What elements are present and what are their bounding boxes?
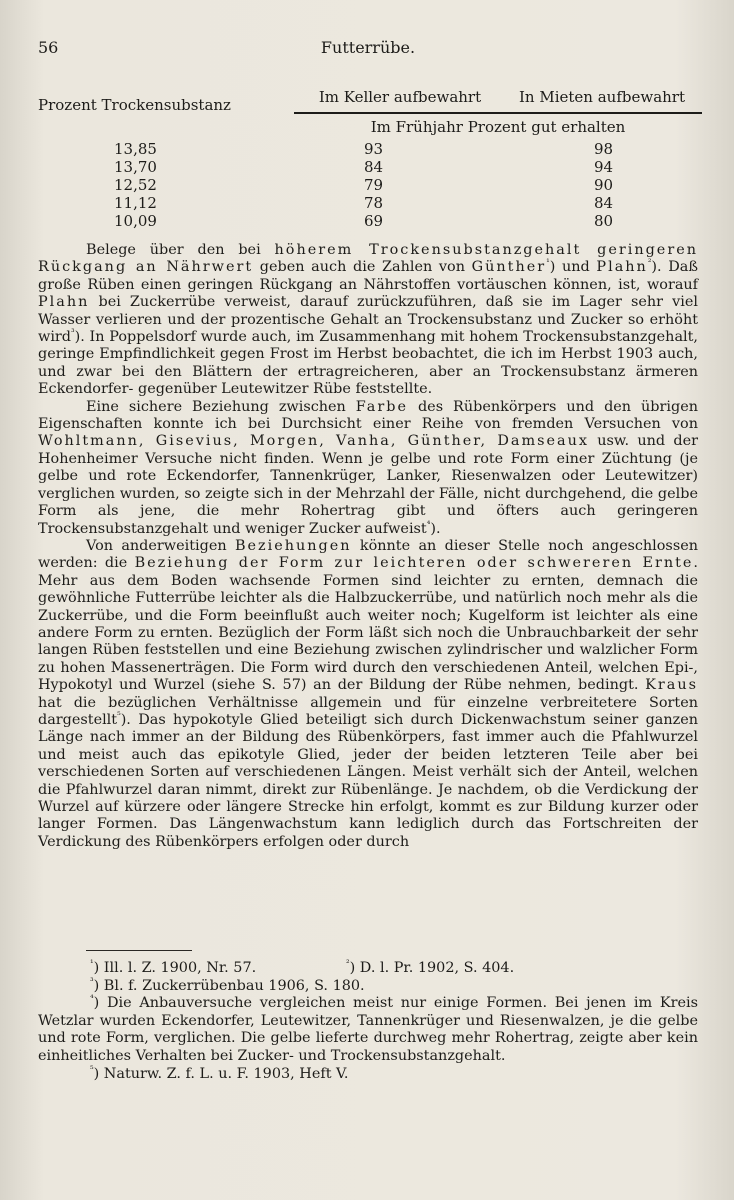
text-run: ) und: [549, 259, 597, 276]
table-header-keller: Im Keller aufbewahrt: [318, 88, 482, 106]
cell-trocken: 11,12: [114, 194, 157, 212]
footnote-mark: ⁴: [90, 994, 94, 1005]
text-run: geben auch die Zahlen von: [253, 259, 472, 276]
cell-trocken: 10,09: [114, 212, 157, 230]
table-row: [38, 176, 702, 194]
text-run: Belege über den bei: [86, 242, 275, 258]
text-run: Eine sichere Beziehung zwischen: [86, 398, 356, 415]
cell-keller: 69: [364, 212, 384, 230]
text-run: ). Das hypokotyle Glied beteiligt sich durch Dickenwachstum seiner ganzen Länge nach immer an der Bildung des Rübenkörpers, fast immer auch die Pfahlwurzel und meist auch das epikotyle Glied, jeder der beiden letzteren Teile aber bei verschiedenen Sorten auf verschiedenen Längen. Meist verhält sich der Anteil, welchen die Pfahlwurzel daran nimmt, direkt zur Rübenlänge. Je nachdem, ob die Verdickung der Wurzel auf kürzere oder längere Strecke hin erfolgt, kommt es zur Bildung kurzer oder langer Formen. Das Längenwachstum kann lediglich durch das Fortschreiten der Verdickung des Rübenkörpers erfolgen oder durch: [38, 711, 698, 850]
text-run: ). In Poppelsdorf wurde auch, im Zusammenhang mit hohem Trockensubstanzgehalt, geringe Empfindlichkeit gegen Frost im Herbst beobachtet, die ich im Herbst 1903 auch, und zwar bei den Blättern der ertragreicheren, aber an Trockensubstanz ärmeren Eckendorfer- gegenüber Leutewitzer Rübe feststellte.: [38, 329, 698, 398]
spaced-text: Beziehung der Form zur leichteren oder schwereren Ernte: [134, 555, 694, 572]
storage-table: [38, 84, 702, 264]
cell-mieten: 84: [594, 194, 614, 212]
footnote-3: [38, 978, 698, 996]
paragraph-2: [38, 399, 698, 538]
footnote-ref: ⁴: [426, 519, 431, 530]
table-header-trockensubstanz: Prozent Trockensubstanz: [38, 96, 231, 114]
author-name: Kraus: [645, 677, 698, 694]
footnote-mark: ⁵: [90, 1064, 94, 1075]
footnote-text: ) Die Anbauversuche vergleichen meist nur einige Formen. Bei jenen im Kreis Wetzlar wurden Eckendorfer, Leutewitzer, Tannenkrüger und Riesenwalzen, je die gelbe und rote Form, verglichen. Die gelbe lieferte durchweg mehr Rohertrag, zeigte aber kein einheitliches Verhalten bei Zucker- und Trockensubstanzgehalt.: [38, 995, 698, 1064]
table-row: [38, 140, 702, 158]
cell-mieten: 90: [594, 176, 614, 194]
footnote-text: ) Bl. f. Zuckerrübenbau 1906, S. 180.: [93, 977, 365, 994]
table-header-mieten: In Mieten aufbewahrt: [519, 88, 685, 106]
text-run: des Rübenkörpers und den übrigen Eigenschaften konnte ich bei Durchsicht einer Reihe von fremden Versuchen von: [38, 398, 698, 433]
running-title: Futterrübe.: [320, 38, 416, 57]
footnotes: [38, 960, 698, 1083]
cell-keller: 93: [364, 140, 384, 158]
footnote-1-2: [38, 960, 698, 978]
table-row: [38, 212, 702, 230]
spaced-text: höherem Trockensubstanzgehalt geringeren Rückgang an Nährwert: [38, 242, 698, 276]
cell-keller: 84: [364, 158, 384, 176]
text-run: hat die bezüglichen Verhältnisse allgemein und für einzelne verbreitetere Sorten dargestellt: [38, 694, 698, 728]
cell-trocken: 12,52: [114, 176, 157, 194]
cell-keller: 78: [364, 194, 384, 212]
body-text: [38, 242, 698, 851]
text-run: ). Daß große Rüben einen geringen Rückgang an Nährstoffen vortäuschen können, ist, worauf: [38, 259, 698, 293]
text-run: ).: [430, 520, 441, 537]
cell-mieten: 80: [594, 212, 614, 230]
author-name: Günther: [471, 259, 547, 276]
cell-mieten: 98: [594, 140, 614, 158]
cell-keller: 79: [364, 176, 384, 194]
cell-mieten: 94: [594, 158, 614, 176]
spaced-text: Farbe: [355, 398, 408, 415]
footnote-mark: ²: [346, 959, 350, 970]
footnote-rule: [86, 950, 192, 951]
footnote-ref: ²: [647, 258, 652, 269]
table-row: [38, 158, 702, 176]
paragraph-3: [38, 538, 698, 851]
table-header-rule: [294, 112, 702, 114]
text-run: . Mehr aus dem Boden wachsende Formen sind leichter zu ernten, demnach die gewöhnliche Futterrübe leichter als die Halbzuckerrübe, und natürlich noch mehr als die Zuckerrübe, und die Form beeinflußt auch weiter noch; Kugelform ist leichter als eine andere Form zu ernten. Bezüglich der Form läßt sich noch die Unbrauchbarkeit der sehr langen Rüben feststellen und eine Beziehung zwischen zylindrischer und walzlicher Form zu hohen Massenerträgen. Die Form wird durch den verschiedenen Anteil, welchen Epi-, Hypokotyl und Wurzel (siehe S. 57) an der Bildung der Rübe nehmen, bedingt.: [38, 555, 698, 694]
footnote-text: ) Ill. l. Z. 1900, Nr. 57.: [93, 960, 257, 976]
text-run: bei Zuckerrübe verweist, darauf zurückzuführen, daß sie im Lager sehr viel Wasser verlieren und der prozentische Gehalt an Trockensubstanz und Zucker so erhöht wird: [38, 294, 698, 346]
paragraph-1: [38, 242, 698, 399]
footnote-text: ) D. l. Pr. 1902, S. 404.: [349, 960, 515, 976]
page-number: 56: [38, 38, 59, 57]
footnote-mark: ³: [90, 976, 94, 987]
cell-trocken: 13,70: [114, 158, 157, 176]
text-run: Von anderweitigen: [86, 537, 235, 554]
table-row: [38, 194, 702, 212]
table-subheader: Im Frühjahr Prozent gut erhalten: [370, 118, 626, 136]
footnote-ref: ⁵: [117, 711, 121, 722]
footnote-mark: ¹: [90, 959, 94, 970]
author-names: Wohltmann, Gisevius, Morgen, Vanha, Günther, Damseaux: [38, 433, 590, 450]
footnote-ref: ³: [71, 328, 75, 339]
cell-trocken: 13,85: [114, 140, 157, 158]
author-name: Plahn: [38, 294, 90, 311]
footnote-text: ) Naturw. Z. f. L. u. F. 1903, Heft V.: [93, 1065, 349, 1082]
footnote-4: [38, 995, 698, 1065]
author-name: Plahn: [596, 259, 648, 276]
footnote-ref: ¹: [546, 258, 550, 269]
text-run: könnte an dieser Stelle noch angeschlossen werden: die: [38, 537, 698, 572]
footnote-5: [38, 1066, 698, 1084]
text-run: usw. und der Hohenheimer Versuche nicht finden. Wenn je gelbe und rote Form einer Züchtung (je gelbe und rote Eckendorfer, Tannenkrüger, Lanker, Riesenwalzen oder Leutewitzer) verglichen wurden, so zeigte sich in der Mehrzahl der Fälle, nicht durchgehend, die gelbe Form als jene, die mehr Rohertrag gibt und öfters auch geringeren Trockensubstanzgehalt und weniger Zucker aufweist: [38, 433, 698, 537]
page-header: [38, 38, 698, 62]
spaced-text: Beziehungen: [234, 537, 352, 554]
